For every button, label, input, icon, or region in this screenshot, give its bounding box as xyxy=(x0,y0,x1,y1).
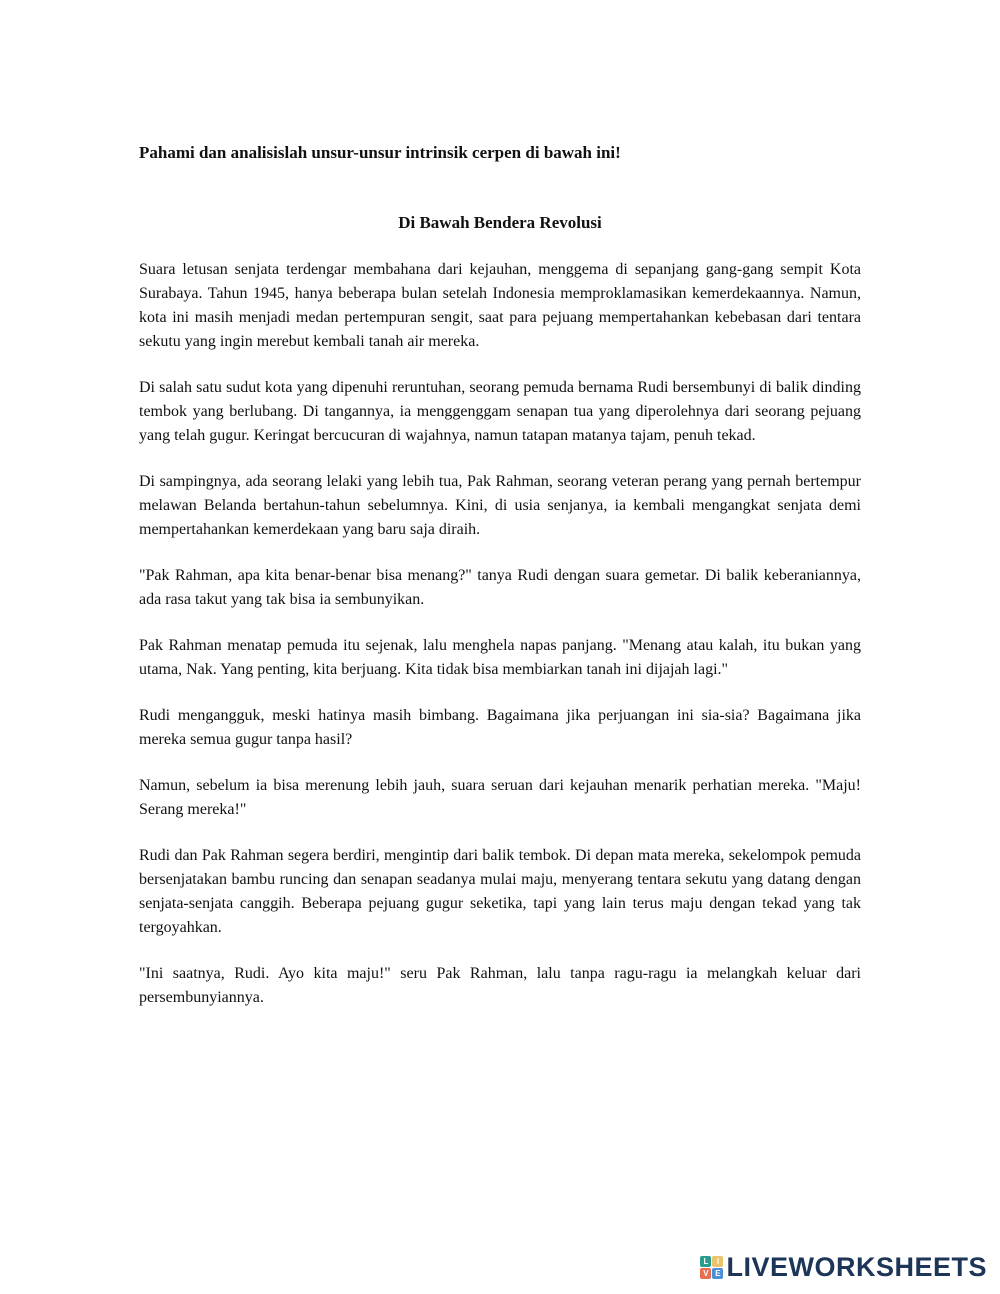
story-paragraph: Di salah satu sudut kota yang dipenuhi reruntuhan, seorang pemuda bernama Rudi bersembunyi di balik dinding tembok yang berlubang. Di tangannya, ia menggenggam senapan tua yang diperolehnya dari seorang pejuang yang telah gugur. Keringat bercucuran di wajahnya, namun tatapan matanya tajam, penuh tekad. xyxy=(139,379,861,444)
liveworksheets-brand xyxy=(700,1253,987,1281)
story-title: Di Bawah Bendera Revolusi xyxy=(398,213,602,232)
liveworksheets-logo-icon xyxy=(700,1256,723,1279)
story-paragraph: Namun, sebelum ia bisa merenung lebih jauh, suara seruan dari kejauhan menarik perhatian mereka. "Maju! Serang mereka!" xyxy=(139,777,861,818)
story-paragraph: Pak Rahman menatap pemuda itu sejenak, lalu menghela napas panjang. "Menang atau kalah, itu bukan yang utama, Nak. Yang penting, kita berjuang. Kita tidak bisa membiarkan tanah ini dijajah lagi." xyxy=(139,637,861,678)
story-paragraph: Rudi mengangguk, meski hatinya masih bimbang. Bagaimana jika perjuangan ini sia-sia? Bagaimana jika mereka semua gugur tanpa hasil? xyxy=(139,707,861,748)
story-body xyxy=(139,258,861,1032)
brand-wordmark: LIVEWORKSHEETS xyxy=(726,1252,987,1282)
story-paragraph: Rudi dan Pak Rahman segera berdiri, mengintip dari balik tembok. Di depan mata mereka, sekelompok pemuda bersenjatakan bambu runcing dan senapan seadanya mulai maju, menyerang tentara sekutu yang datang dengan senjata-senjata canggih. Beberapa pejuang gugur seketika, tapi yang lain terus maju dengan tekad yang tak tergoyahkan. xyxy=(139,847,861,936)
logo-tile: I xyxy=(712,1256,723,1267)
story-paragraph: "Pak Rahman, apa kita benar-benar bisa menang?" tanya Rudi dengan suara gemetar. Di balik keberaniannya, ada rasa takut yang tak bisa ia sembunyikan. xyxy=(139,567,861,608)
logo-tile: V xyxy=(700,1268,711,1279)
instruction-heading: Pahami dan analisislah unsur-unsur intrinsik cerpen di bawah ini! xyxy=(139,143,621,162)
story-paragraph: Di sampingnya, ada seorang lelaki yang lebih tua, Pak Rahman, seorang veteran perang yang pernah bertempur melawan Belanda bertahun-tahun sebelumnya. Kini, di usia senjanya, ia kembali mengangkat senjata demi mempertahankan kemerdekaan yang baru saja diraih. xyxy=(139,473,861,538)
logo-tile: L xyxy=(700,1256,711,1267)
logo-tile: E xyxy=(712,1268,723,1279)
story-paragraph: Suara letusan senjata terdengar membahana dari kejauhan, menggema di sepanjang gang-gang sempit Kota Surabaya. Tahun 1945, hanya beberapa bulan setelah Indonesia memproklamasikan kemerdekaannya. Namun, kota ini masih menjadi medan pertempuran sengit, saat para pejuang mempertahankan kebebasan dari tentara sekutu yang ingin merebut kembali tanah air mereka. xyxy=(139,261,861,350)
story-paragraph: "Ini saatnya, Rudi. Ayo kita maju!" seru Pak Rahman, lalu tanpa ragu-ragu ia melangkah keluar dari persembunyiannya. xyxy=(139,965,861,1006)
